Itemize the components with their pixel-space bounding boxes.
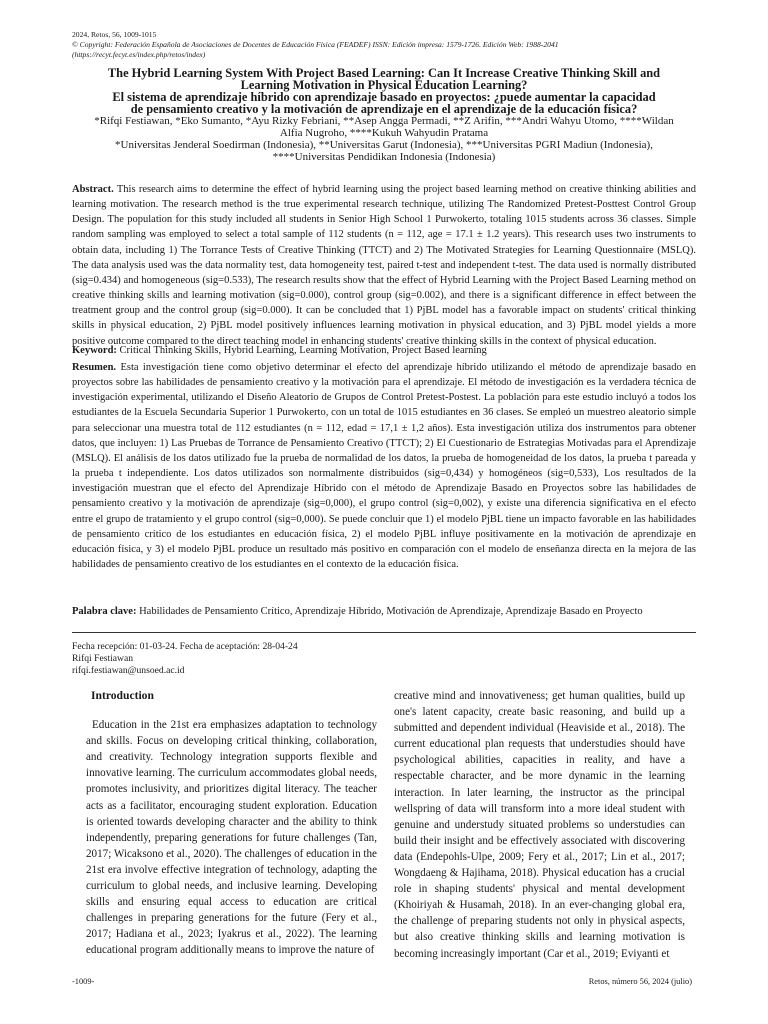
palabras-clave	[72, 604, 696, 619]
keywords	[72, 343, 696, 358]
divider	[72, 632, 696, 633]
intro-paragraph-1: Education in the 21st era emphasizes adaptation to technology and skills. Focus on developing critical thinking, collaboration, and creativity. Technology integration supports flexible and innovative learning. The curriculum accommodates global needs, promotes inclusivity, and prioritizes digital literacy. The teacher acts as a facilitator, encouraging student exploration. Education is oriented towards developing character and the ability to think independently, preparing generations for future challenges (Tan, 2017; Wicaksono et al., 2020). The challenges of education in the 21st era involve effective integration of technology, adapting the curriculum to global needs, and inclusive learning. Developing skills and ensuring equal access to education are critical challenges in preparing generations for the future (Fery et al., 2017; Hadiana et al., 2023; Iyakrus et al., 2022). The learning educational program additionally means to improve the nature of	[86, 719, 377, 957]
copyright-line: © Copyright: Federación Española de Asociaciones de Docentes de Educación Física (FEADEF) ISSN: Edición impresa: 1579-1726. Edición Web: 1988-2041 (https://recyt.fecyt.es/index.php/retos/index)	[72, 40, 559, 59]
authors-line1: *Rifqi Festiawan, *Eko Sumanto, *Ayu Rizky Febriani, **Asep Angga Permadi, **Z Arifin, ***Andri Wahyu Utomo, ****Wildan	[94, 115, 674, 127]
title-english-line1: The Hybrid Learning System With Project Based Learning: Can It Increase Creative Thinking Skill and	[107, 66, 661, 80]
authors-line2: Alfia Nugroho, ****Kukuh Wahyudin Pratama	[279, 127, 489, 139]
resumen	[72, 360, 696, 572]
section-heading-introduction: Introduction	[91, 689, 154, 702]
author-email[interactable]: rifqi.festiawan@unsoed.ac.id	[72, 665, 185, 677]
palabras-clave-label: Palabra clave:	[72, 606, 137, 617]
corresponding-author: Rifqi Festiawan	[72, 653, 134, 665]
palabras-clave-text: Habilidades de Pensamiento Crítico, Aprendizaje Híbrido, Motivación de Aprendizaje, Aprendizaje Basado en Proyecto	[139, 606, 643, 617]
title-block	[72, 67, 696, 163]
resumen-label: Resumen.	[72, 362, 117, 373]
resumen-text: Esta investigación tiene como objetivo determinar el efecto del aprendizaje híbrido utilizando el método de aprendizaje basado en proyectos sobre las habilidades de pensamiento creativo y la motivación para el aprendizaje. El método de investigación es la verdadera técnica de investigación experimental, utilizando el Diseño Aleatorio de Grupos de Control Pretest-Postest. La población para este estudio incluyó a todos los estudiantes de la Escuela Secundaria Superior 1 Purwokerto, con un total de 1015 estudiantes en 36 clases. Se empleó un muestreo aleatorio simple para seleccionar una muestra total de 112 estudiantes (n = 112, edad = 17,1 ± 1,2 años). Esta investigación utiliza dos instrumentos para obtener datos, que incluyen: 1) Las Pruebas de Torrance de Pensamiento Creativo (TTCT); 2) El Cuestionario de Estrategias Motivadas para el Aprendizaje (MSLQ). El análisis de los datos utilizado fue la prueba de normalidad de los datos, la prueba de homogeneidad de los datos, la prueba t pareada y la prueba t independiente. Los datos utilizados son normalmente distribuidos (sig=0,434) y homogéneos (sig=0,533), Los resultados de la investigación muestran que el efecto del Aprendizaje Híbrido con el método de Aprendizaje Basado en Proyectos sobre las habilidades de pensamiento creativo y la motivación de aprendizaje (sig=0,000), el grupo control (sig=0,002), y existe una diferencia significativa en el efecto entre el grupo de tratamiento y el grupo control (sig=0,000). Se puede concluir que 1) el modelo PjBL tiene un impacto favorable en las habilidades de pensamiento crítico de los estudiantes en educación física, 2) el modelo PjBL influye positivamente en la motivación de aprendizaje en educación física, y 3) el modelo PjBL produce un resultado más positivo en comparación con el modelo de enseñanza directa en la mejora de las habilidades de pensamiento creativo de los estudiantes en el contexto de la educación física.	[72, 362, 697, 571]
abstract-label: Abstract.	[72, 184, 114, 195]
affiliations-line1: *Universitas Jenderal Soedirman (Indonesia), **Universitas Garut (Indonesia), ***Universitas PGRI Madiun (Indonesia),	[115, 139, 653, 151]
page-number: -1009-	[72, 977, 95, 986]
abstract-text: This research aims to determine the effect of hybrid learning using the project based learning method on creative thinking abilities and learning motivation. The research method is the true experimental research technique, utilizing The Randomized Pretest-Posttest Control Group Design. The population for this study included all students in Senior High School 1 Purwokerto, totaling 1015 students across 36 classes. Simple random sampling was employed to select a total sample of 112 students (n = 112, age = 17.1 ± 1.2 years). This research uses two instruments to obtain data, including 1) The Torrance Tests of Creative Thinking (TTCT) and 2) The Motivated Strategies for Learning Questionnaire (MSLQ). The data analysis used was the data normality test, data homogeneity test, paired t-test and independent t-test. The data used is normally distributed (sig=0.434) and homogeneous (sig=0.533), The research results show that the effect of Hybrid Learning with the Project Based Learning method on creative thinking skills and learning motivation (sig=0.000), control group (sig=0.002), and there is a significant difference in effect between the treatment group and the control group (sig=0.000). It can be concluded that 1) PjBL model has a favorable impact on students' critical thinking skills in physical education, 2) PjBL model positively influences learning motivation in physical education, and 3) PjBL model yields a more positive outcome compared to the direct teaching model in enhancing students' creative thinking skills in the context of physical education.	[72, 184, 697, 347]
title-english-line2: Learning Motivation in Physical Education Learning?	[240, 78, 528, 92]
keywords-text: Critical Thinking Skills, Hybrid Learning, Learning Motivation, Project Based learning	[119, 345, 487, 356]
journal-citation: 2024, Retos, 56, 1009-1015	[72, 30, 157, 39]
title-spanish-line2: de pensamiento creativo y la motivación de aprendizaje en el aprendizaje de la educación física?	[130, 102, 638, 116]
body-column-right	[394, 688, 685, 962]
submission-dates: Fecha recepción: 01-03-24. Fecha de aceptación: 28-04-24	[72, 641, 298, 652]
title-spanish-line1: El sistema de aprendizaje híbrido con aprendizaje basado en proyectos: ¿puede aumentar la capacidad	[112, 90, 656, 104]
journal-header	[72, 30, 692, 60]
submission-info	[72, 641, 472, 678]
intro-paragraph-continued: creative mind and innovativeness; get human qualities, build up one's latent capacity, create basic reasoning, and build up a submitted and dependent individual (Heaviside et al., 2018). The current educational plan requests that understudies should have psychological abilities, capacities in reality, and have a respectable character, and be more dynamic in the learning interaction. In later learning, the instructor as the principal wellspring of data will transform into a more ideal student with genuine and understudy situated problems so understudies can build their insight and be effectively associated with discovering data (Endepohls-Ulpe, 2009; Fery et al., 2017; Lin et al., 2017; Wongdaeng & Hajihama, 2018). Physical education has a crucial role in shaping students' physical and mental development (Khoiriyah & Husamah, 2018). In an ever-changing global era, the challenge of preparing students not only in physical aspects, but also creative thinking skills and learning motivation is becoming increasingly important (Car et al., 2019; Eviyanti et	[394, 690, 685, 960]
affiliations-line2: ****Universitas Pendidikan Indonesia (Indonesia)	[272, 151, 496, 163]
abstract	[72, 182, 696, 349]
keywords-label: Keyword:	[72, 345, 117, 356]
journal-footer: Retos, número 56, 2024 (julio)	[588, 977, 692, 986]
body-column-left	[86, 688, 377, 959]
